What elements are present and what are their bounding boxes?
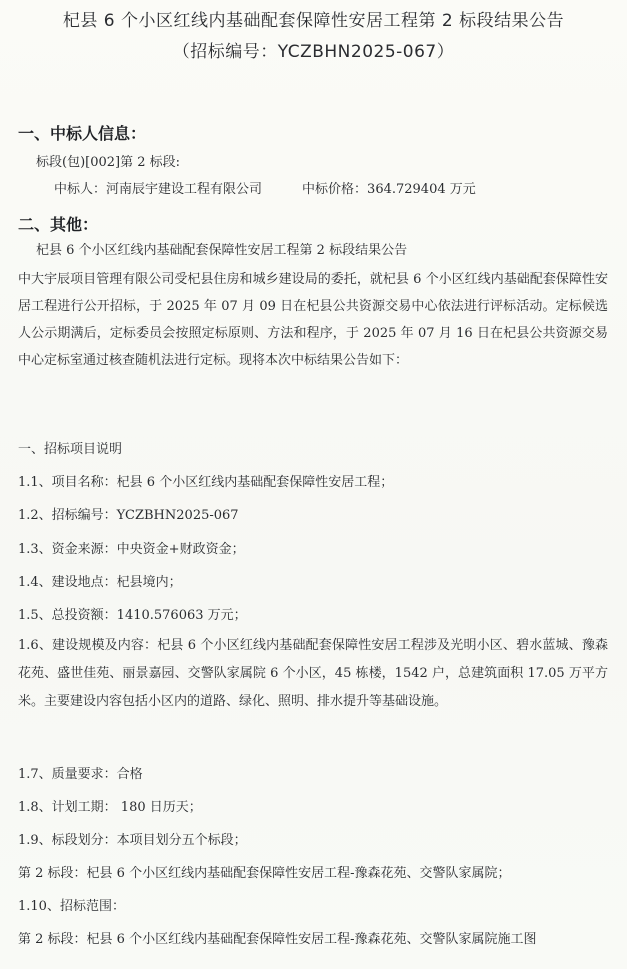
notice-subtitle: 杞县 6 个小区红线内基础配套保障性安居工程第 2 标段结果公告 (36, 243, 408, 258)
item-1-7: 1.7、质量要求：合格 (18, 767, 143, 782)
item-1-6: 1.6、建设规模及内容：杞县 6 个小区红线内基础配套保障性安居工程涉及光明小区、碧水蓝城、豫森花苑、盛世佳苑、丽景嘉园、交警队家属院 6 个小区，45 栋楼，1542 户，总建筑面积 17.05 万平方米。主要建设内容包括小区内的道路、绿化、照明、排水提升等基础设施。 (18, 638, 608, 709)
item-1-5: 1.5、总投资额：1410.576063 万元； (18, 608, 247, 623)
item-1-2: 1.2、招标编号：YCZBHN2025-067 (18, 508, 239, 523)
item-1-3: 1.3、资金来源：中央资金+财政资金； (18, 542, 245, 557)
item-1-4: 1.4、建设地点：杞县境内； (18, 575, 182, 590)
item-1-9: 1.9、标段划分：本项目划分五个标段； (18, 833, 247, 848)
winner-label: 中标人： (54, 182, 107, 197)
winner-name: 河南辰宇建设工程有限公司 (106, 182, 263, 197)
winner-row (54, 178, 476, 197)
item-heading: 一、招标项目说明 (18, 442, 123, 457)
item-1-10: 1.10、招标范围： (18, 899, 125, 914)
item-1-8: 1.8、计划工期： 180 日历天； (18, 800, 202, 815)
lot-label: 标段(包)[002]第 2 标段: (36, 155, 181, 170)
intro-paragraph: 中大宇辰项目管理有限公司受杞县住房和城乡建设局的委托，就杞县 6 个小区红线内基础配套保障性安居工程进行公开招标，于 2025 年 07 月 09 日在杞县公共资源交易中心依法进行评标活动。定标候选人公示期满后，定标委员会按照定标原则、方法和程序，于 2025 年 07 月 16 日在杞县公共资源交易中心定标室通过核查随机法进行定标。现将本次中标结果公告如下： (18, 272, 608, 368)
lot-2-scope: 第 2 标段：杞县 6 个小区红线内基础配套保障性安居工程-豫森花苑、交警队家属院施工图 (18, 932, 537, 947)
section-heading-other: 二、其他： (18, 215, 99, 234)
price-label: 中标价格： (302, 182, 368, 197)
price-value: 364.729404 万元 (367, 182, 476, 197)
tender-number: （招标编号：YCZBHN2025-067） (172, 42, 455, 62)
item-1-1: 1.1、项目名称：杞县 6 个小区红线内基础配套保障性安居工程； (18, 475, 394, 490)
page-title: 杞县 6 个小区红线内基础配套保障性安居工程第 2 标段结果公告 (62, 11, 565, 31)
section-heading-winner: 一、中标人信息： (18, 124, 147, 143)
lot-2-description: 第 2 标段：杞县 6 个小区红线内基础配套保障性安居工程-豫森花苑、交警队家属院； (18, 866, 511, 881)
